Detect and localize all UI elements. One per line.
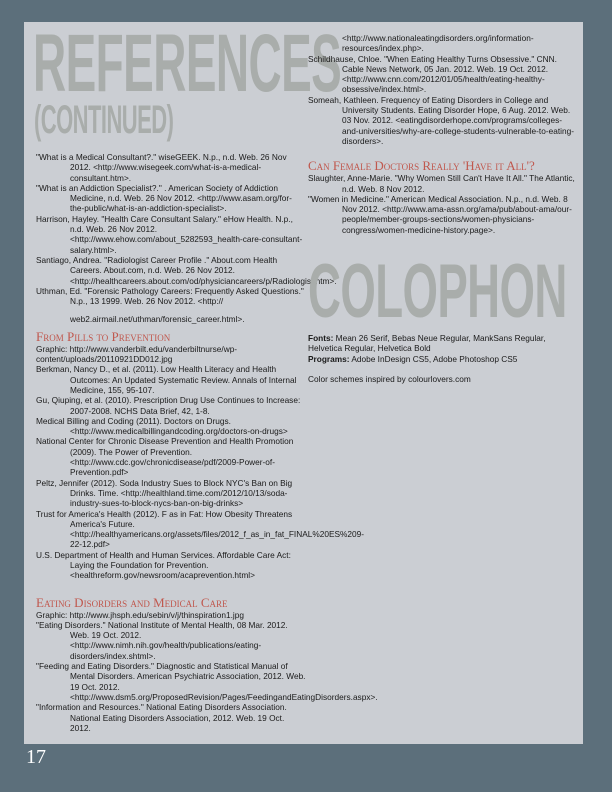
colophon-fonts (308, 333, 576, 354)
colophon-title: COLOPHON (308, 249, 567, 335)
section-heading-pills: From Pills to Prevention (36, 328, 171, 344)
page-subtitle: (CONTINUED) (34, 98, 174, 142)
colophon-credits: Color schemes inspired by colourlovers.com (308, 373, 471, 384)
reference-entry: Schildhause, Chloe. "When Eating Healthy Turns Obsessive." CNN. Cable News Network, 05 Jan. 2012. Web. 19 Oct. 2012. <http://www.cnn.com/2012/01/05/health/eating-healthy-obsessive/index.html>. (308, 53, 557, 95)
reference-entry: Uthman, Ed. "Forensic Pathology Careers: Frequently Asked Questions." N.p., 13 1999. Web. 26 Nov 2012. <http:// (36, 285, 304, 307)
reference-entry: National Center for Chronic Disease Prevention and Health Promotion (2009). The Power of Prevention. <http://www.cdc.gov/chronicdisease/pdf/2009-Power-of-Prevention.pdf> (36, 436, 294, 478)
graphic-credit: Graphic: http://www.jhsph.edu/sebin/v/j/thinspiration1.jpg (36, 609, 244, 620)
graphic-credit: Graphic: http://www.vanderbilt.edu/vanderbiltnurse/wp-content/uploads/20110921DD012.jpg (36, 343, 238, 365)
reference-entry: Santiago, Andrea. "Radiologist Career Profile ." About.com Health Careers. About.com, n.d. Web. 26 Nov 2012. <http://healthcareers.about.com/od/physiciancareers/p/Radiologist.htm>. (36, 254, 337, 286)
reference-entry: Gu, Qiuping, et al. (2010). Prescription Drug Use Continues to Increase: 2007-2008. NCHS Data Brief, 42, 1-8. (36, 395, 301, 416)
reference-entry: Slaughter, Anne-Marie. "Why Women Still Can't Have It All." The Atlantic, n.d. Web. 8 Nov 2012. (308, 173, 575, 194)
reference-entry: Berkman, Nancy D., et al. (2011). Low Health Literacy and Health Outcomes: An Updated Systematic Review. Annals of Internal Medicine, 155, 95-107. (36, 364, 297, 395)
reference-entry: Trust for America's Health (2012). F as in Fat: How Obesity Threatens America's Future. <http://healthyamericans.org/assets/files/2012_f_as_in_fat_FINAL%20ES%209-22-12.pdf> (36, 508, 365, 550)
page-number: 17 (26, 746, 46, 768)
section-heading-eating: Eating Disorders and Medical Care (36, 594, 228, 610)
reference-entry: Medical Billing and Coding (2011). Doctors on Drugs. <http://www.medicalbillingandcoding.org/doctors-on-drugs> (36, 415, 288, 437)
reference-entry: U.S. Department of Health and Human Services. Affordable Care Act: Laying the Foundation for Prevention. <healthreform.gov/newsroom/acaprevention.html> (36, 549, 291, 581)
programs-value: Adobe InDesign CS5, Adobe Photoshop CS5 (351, 353, 518, 364)
reference-entry: "What is an Addiction Specialist?." . American Society of Addiction Medicine, n.d. Web. 26 Nov 2012. <http://www.asam.org/for-the-public/what-is-an-addiction-specialist>. (36, 182, 292, 214)
colophon-programs (308, 354, 576, 364)
section-heading-female: Can Female Doctors Really 'Have it All'? (308, 158, 535, 174)
reference-entry: "Feeding and Eating Disorders." Diagnostic and Statistical Manual of Mental Disorders. American Psychiatric Association, 2012. Web. 19 Oct. 2012. <http://www.dsm5.org/ProposedRevision/Pages/FeedingandEatingDisorders.aspx>. (36, 661, 378, 702)
colophon-body (308, 333, 576, 384)
reference-entry: web2.airmail.net/uthman/forensic_career.html>. (70, 314, 245, 325)
fonts-value: Mean 26 Serif, Bebas Neue Regular, MankSans Regular, Helvetica Regular, Helvetica Bold (308, 333, 546, 354)
fonts-label: Fonts: (308, 333, 334, 344)
programs-label: Programs: (308, 353, 350, 364)
reference-entry: "Information and Resources." National Eating Disorders Association. National Eating Disorders Association, 2012. Web. 19 Oct. 2012. (36, 702, 287, 733)
reference-entry: Peltz, Jennifer (2012). Soda Industry Sues to Block NYC's Ban on Big Drinks. Time. <http://healthland.time.com/2012/10/13/soda-industry-sues-to-block-nycs-ban-on-big-drinks> (36, 477, 293, 509)
reference-entry: "Eating Disorders." National Institute of Mental Health, 08 Mar. 2012. Web. 19 Oct. 2012. <http://www.nimh.nih.gov/health/publications/eating-disorders/index.shtml>. (36, 619, 288, 661)
reference-entry: Harrison, Hayley. "Health Care Consultant Salary." eHow Health. N.p., n.d. Web. 26 Nov 2012. <http://www.ehow.com/about_5282593_health-care-consultant-salary.html>. (36, 213, 303, 255)
right-column (308, 33, 576, 384)
reference-entry: <http://www.nationaleatingdisorders.org/information-resources/index.php>. (342, 33, 534, 54)
page-title: REFERENCES (33, 18, 342, 109)
reference-entry: "Women in Medicine." American Medical Association. N.p., n.d. Web. 8 Nov 2012. <http://www.ama-assn.org/ama/pub/about-ama/our-people/member-groups-sections/women-physicians-congress/women-medicine-history.page>. (308, 193, 572, 235)
reference-entry: Someah, Kathleen. Frequency of Eating Disorders in College and University Students. Eating Disorder Hope, 6 Aug. 2012. Web. 03 Nov. 2012. <eatingdisorderhope.com/programs/colleges-and-universities/why-are-college-students-vulnerable-to-eating-disorders>. (308, 94, 574, 146)
reference-entry: "What is a Medical Consultant?." wiseGEEK. N.p., n.d. Web. 26 Nov 2012. <http://www.wisegeek.com/what-is-a-medical-consultant.htm>. (36, 152, 287, 183)
